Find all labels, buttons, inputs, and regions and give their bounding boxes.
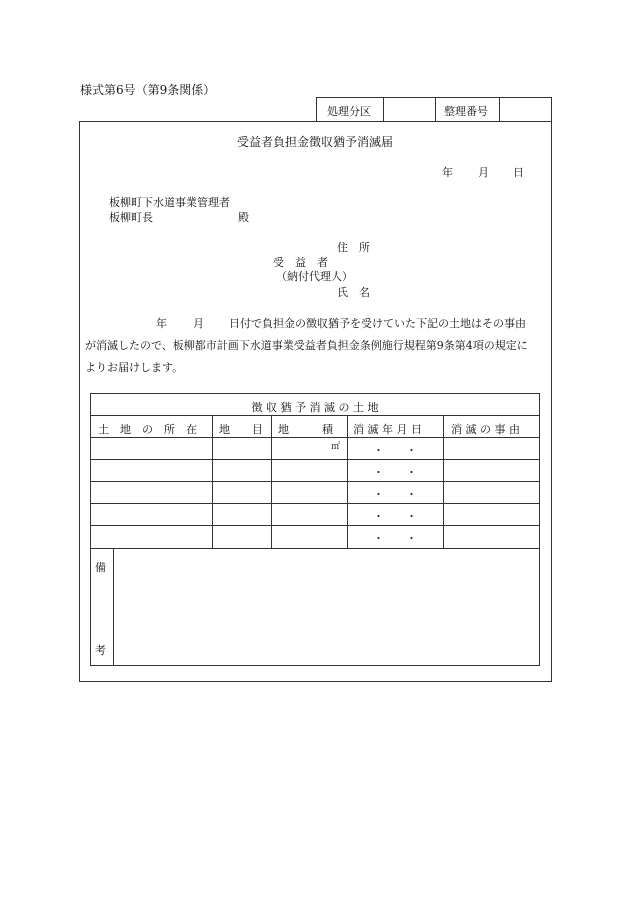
addressee-honorific: 殿: [238, 211, 249, 224]
date-dots[interactable]: ・ ・: [373, 488, 417, 501]
body-line2: が消滅したので、板柳都市計画下水道事業受益者負担金条例施行規程第9条第4項の規定に: [85, 339, 528, 352]
header-date: 消 滅 年 月 日: [353, 423, 422, 436]
addressee-line2: 板柳町長: [109, 211, 153, 224]
proxy-label: （納付代理人）: [276, 270, 353, 283]
body-year: 年: [156, 317, 167, 330]
date-month: 月: [478, 166, 489, 179]
remarks-char1: 備: [95, 561, 106, 574]
page-title: 受益者負担金徴収猶予消滅届: [236, 135, 393, 149]
land-table: [90, 393, 540, 549]
remarks-char2: 考: [95, 644, 106, 657]
body-line3: よりお届けします。: [85, 361, 184, 374]
date-dots[interactable]: ・ ・: [373, 466, 417, 479]
date-dots[interactable]: ・ ・: [373, 532, 417, 545]
remarks-box: [90, 548, 540, 666]
date-day: 日: [513, 166, 524, 179]
area-unit: ㎡: [331, 442, 341, 452]
date-dots[interactable]: ・ ・: [373, 510, 417, 523]
header-chimoku: 地 目: [219, 423, 263, 436]
category-label: 処理分区: [327, 105, 371, 118]
header-location: 土 地 の 所 在: [98, 423, 197, 436]
date-year: 年: [442, 166, 453, 179]
date-dots[interactable]: ・ ・: [373, 444, 417, 457]
body-month: 月: [193, 317, 204, 330]
admin-box: [316, 97, 552, 122]
address-label: 住 所: [337, 241, 370, 254]
body-line1: 日付で負担金の徴収猶予を受けていた下記の土地はその事由: [229, 317, 526, 330]
addressee-line1: 板柳町下水道事業管理者: [109, 196, 230, 209]
header-area: 地 積: [278, 423, 333, 436]
name-label: 氏 名: [337, 286, 370, 299]
number-label: 整理番号: [444, 105, 488, 118]
form-code: 様式第6号（第9条関係）: [80, 83, 216, 97]
header-reason: 消 滅 の 事 由: [451, 423, 520, 436]
beneficiary-label: 受 益 者: [273, 256, 328, 269]
table-title: 徴 収 猶 予 消 滅 の 土 地: [251, 401, 379, 414]
